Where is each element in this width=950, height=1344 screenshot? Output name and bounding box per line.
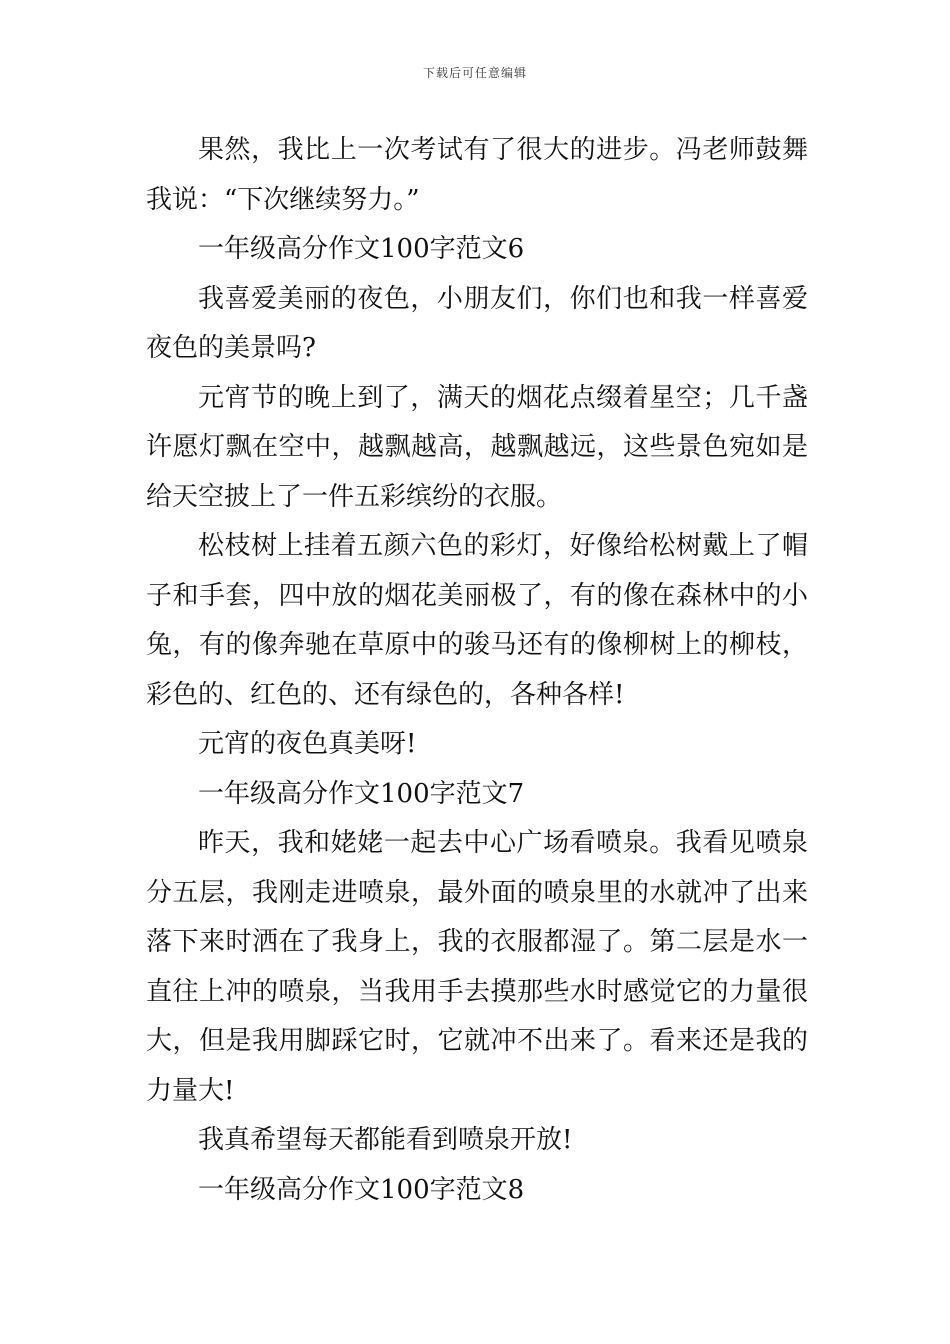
paragraph-night-intro: 我喜爱美丽的夜色，小朋友们，你们也和我一样喜爱夜色的美景吗? [146,283,808,363]
paragraph-night-beauty: 元宵的夜色真美呀! [198,729,417,759]
page-header-note: 下载后可任意编辑 [422,66,527,80]
paragraph-pine-lights: 松枝树上挂着五颜六色的彩灯，好像给松树戴上了帽子和手套，四中放的烟花美丽极了，有的像在森林中的小兔，有的像奔驰在草原中的骏马还有的像柳树上的柳枝，彩色的、红色的、还有绿色的，各种各样! [146,531,808,710]
paragraph-fountain: 昨天，我和姥姥一起去中心广场看喷泉。我看见喷泉分五层，我刚走进喷泉，最外面的喷泉里的水就冲了出来落下来时洒在了我身上，我的衣服都湿了。第二层是水一直往上冲的喷泉，当我用手去摸那些水时感觉它的力量很大，但是我用脚踩它时，它就冲不出来了。看来还是我的力量大! [146,828,808,1106]
section-heading-6: 一年级高分作文100字范文6 [198,234,525,264]
paragraph-result: 果然，我比上一次考试有了很大的进步。冯老师鼓舞我说：“下次继续努力。” [146,135,808,215]
section-heading-7: 一年级高分作文100字范文7 [198,778,525,809]
paragraph-fountain-wish: 我真希望每天都能看到喷泉开放! [198,1125,573,1155]
section-heading-8: 一年级高分作文100字范文8 [198,1174,525,1205]
document-body [146,126,808,1215]
paragraph-lantern-festival: 元宵节的晚上到了，满天的烟花点缀着星空；几千盏许愿灯飘在空中，越飘越高，越飘越远，这些景色宛如是给天空披上了一件五彩缤纷的衣服。 [146,382,808,512]
